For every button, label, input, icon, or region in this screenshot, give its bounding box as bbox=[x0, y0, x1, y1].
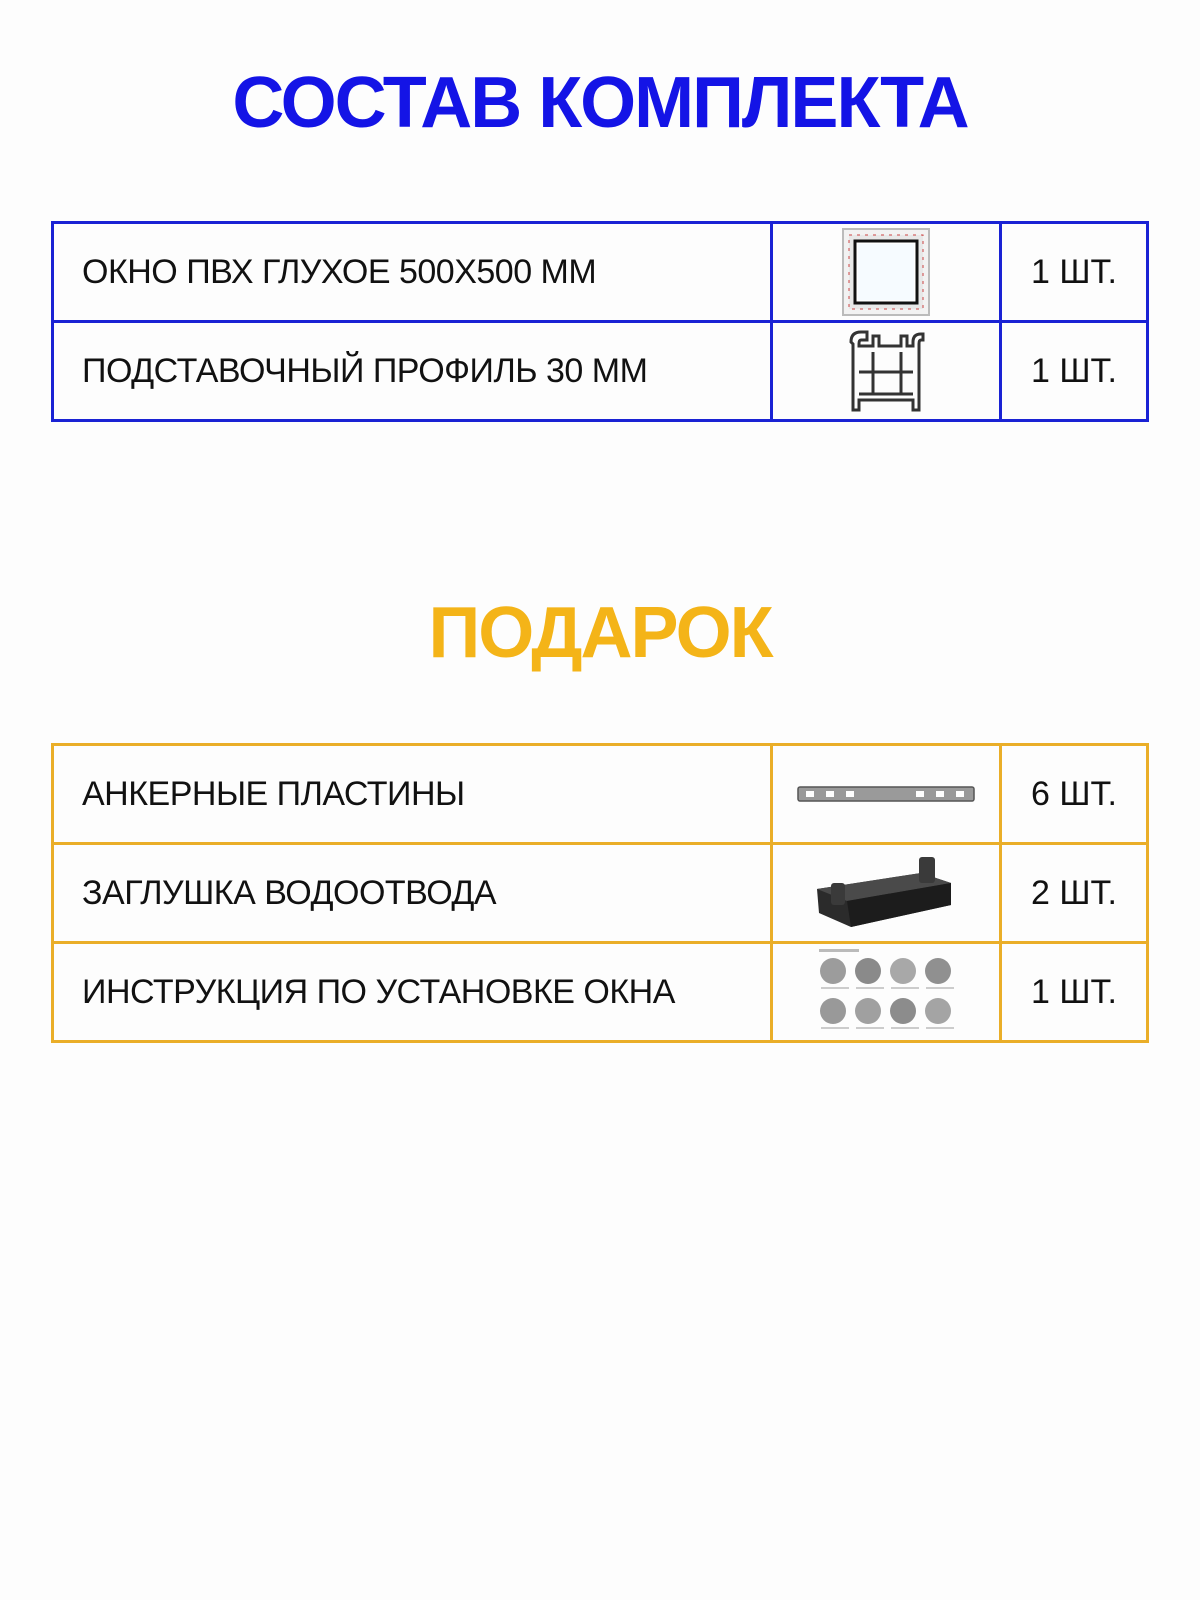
instruction-icon bbox=[772, 943, 1001, 1042]
table-row bbox=[53, 322, 1148, 421]
item-qty: 1 ШТ. bbox=[1001, 223, 1148, 322]
drain-cap-icon bbox=[772, 844, 1001, 943]
item-name: ЗАГЛУШКА ВОДООТВОДА bbox=[53, 844, 772, 943]
kit-title: СОСТАВ КОМПЛЕКТА bbox=[232, 63, 968, 143]
table-row bbox=[53, 943, 1148, 1042]
item-name: АНКЕРНЫЕ ПЛАСТИНЫ bbox=[53, 745, 772, 844]
anchor-plate-icon bbox=[772, 745, 1001, 844]
item-qty: 1 ШТ. bbox=[1001, 322, 1148, 421]
table-row bbox=[53, 844, 1148, 943]
kit-table bbox=[51, 221, 1149, 422]
item-qty: 1 ШТ. bbox=[1001, 943, 1148, 1042]
gift-title: ПОДАРОК bbox=[428, 593, 772, 673]
item-name: ИНСТРУКЦИЯ ПО УСТАНОВКЕ ОКНА bbox=[53, 943, 772, 1042]
gift-table bbox=[51, 743, 1149, 1043]
profile-icon bbox=[772, 322, 1001, 421]
item-name: ОКНО ПВХ ГЛУХОЕ 500Х500 ММ bbox=[53, 223, 772, 322]
item-name: ПОДСТАВОЧНЫЙ ПРОФИЛЬ 30 ММ bbox=[53, 322, 772, 421]
item-qty: 2 ШТ. bbox=[1001, 844, 1148, 943]
item-qty: 6 ШТ. bbox=[1001, 745, 1148, 844]
window-icon bbox=[772, 223, 1001, 322]
table-row bbox=[53, 745, 1148, 844]
table-row bbox=[53, 223, 1148, 322]
